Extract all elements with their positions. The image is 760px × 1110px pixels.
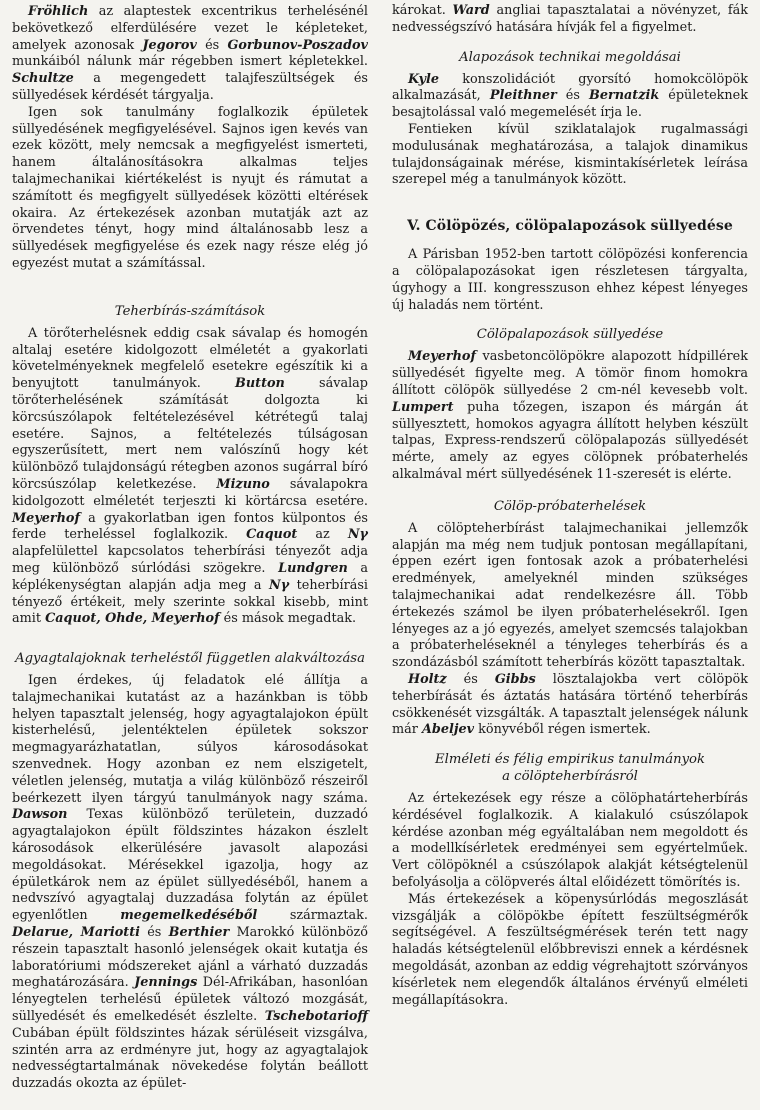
paragraph [12,673,368,1093]
text: épületeknek besajtolással való megemelését írja le. [392,88,749,121]
text: a gyakorlatban igen fontos külpontos és ferde terheléssel foglalkozik. [12,510,368,543]
author-name: Jegorov [142,37,197,53]
text: károkat. [392,3,453,18]
text: a képlékenységtan alapján adja meg a [12,560,369,593]
symbol: Nγ [347,527,369,543]
author-name: Lumpert [392,399,454,415]
subsection-heading: a cölöpteherbírásról [502,769,638,785]
text: és [196,37,228,53]
author-name: Caquot [246,527,298,543]
text: teherbírási tényező értékeit, mely szerinte sokkal kisebb, mint amit [12,577,368,627]
author-name: Button [235,376,285,392]
text: és mások megadtak. [219,611,357,627]
paragraph: A cölöpteherbírást talajmechanikai jellemzők alapján ma még nem tudjuk pontosan megállapítani, éppen ezért igen fontosak azok a próbaterhelési eredmények, amelyeknél minden szükséges talajmechanikai adat rendelkezésre áll. Több értekezés számol be ilyen próbaterhelésekről. Igen lényeges az a jó egyezés, amelyet szemcsés talajokban a próbaterheléseknél a tényleges teherbírás és a szondázásból számított teherbírás között tapasztaltak. [392,520,748,671]
text: az [297,527,348,543]
author-name: Holtz [408,671,447,687]
text: Dél-Afrikában, hasonlóan lényegtelen terhelésű épületek változó mozgását, süllyedését és emelkedését észlelte. [12,975,368,1025]
left-column [12,0,368,1110]
author-name: Delarue, Mariotti [12,925,140,941]
paragraph: Igen sok tanulmány foglalkozik épületek süllyedésének megfigyelésével. Sajnos igen kevés van ezek között, mely nemcsak a megfigyelést ismerteti, hanem általánosításokra alkalmas teljes talajmechanikai kiértékelést is nyujt és rámutat a számított és megfigyelt süllyedések közötti eltérések okaira. Az értekezések azonban mutatják azt az örvendetes tényt, hogy mind általánosabb lesz a süllyedések megfigyelése és ezek nagy része elég jó egyezést mutat a számítással. [12,104,368,271]
emphasis: megemelkedéséből [120,908,258,924]
section-heading: V. Cölöpözés, cölöpalapozások süllyedése [407,218,733,235]
author-name: Abeljev [421,722,475,738]
text: könyvéből régen ismertek. [474,722,651,738]
author-name: Meyerhof [12,510,80,526]
paragraph [12,326,368,628]
text: lösztalajokba vert cölöpök teherbírását és áztatás hatására történő teherbírás csökkenését vizsgálták. A tapasztalt jelenségek nálunk már [392,671,748,738]
text: és [446,671,495,687]
paragraph: Az értekezések egy része a cölöphatárteherbírás kérdésével foglalkozik. A kialakuló csúszólapok kérdése azonban még egyáltalában nem megoldott és a modellkísérletek eredményei sem egyértelműek. Vert cölöpöknél a csúszólapok alakját kétségtelenül befolyásolja a cölöpverés által előidézett tömörítés is. [392,791,748,891]
author-name: Gibbs [494,671,536,687]
text: Igen érdekes, új feladatok elé állítja a talajmechanikai kutatást az a hazánkban is több helyen tapasztalt jelenség, hogy agyagtalajokon épült kisterhelésű, jelentéktelen épületek sokszor megmagyarázhatatlan, súlyos károsodásokat szenvednek. Hogy azonban ez nem elszigetelt, véletlen jelenség, mutatja a világ különböző részeiről beérkezett ilyen tárgyú tanulmányok nagy száma. [12,673,368,806]
paragraph: Fentieken kívül sziklatalajok rugalmassági modulusának meghatározása, a talajok dinamikus tulajdonságainak mérése, kismintakísérletek leírása szerepel még a tanulmányok között. [392,121,748,188]
subsection-heading: Cölöpalapozások süllyedése [476,327,664,343]
symbol: Nγ [269,577,290,593]
author-name: Pleithner [489,88,557,104]
author-name: Fröhlich [28,4,89,19]
subsection-heading: Teherbírás-számítások [114,303,266,319]
author-name: Dawson [12,807,68,823]
paragraph: Más értekezések a köpenysúrlódás megoszlását vizsgálják a cölöpökbe épített feszültségmérők segítségével. A feszültségmérések terén tett nagy haladás kétségtelenül előbbreviszi ennek a kérdésnek megoldását, azonban az eddig végrehajtott szórványos kísérletek nem elegendők általános érvényű elméleti megállapításokra. [392,891,748,1008]
text: sávalapokra kidolgozott elméletét terjeszti ki körtárcsa esetére. [12,476,368,509]
text: származtak. [257,908,368,924]
subsection-heading: Agyagtalajoknak terheléstől független alakváltozása [15,651,365,667]
author-name: Kyle [408,71,439,87]
text: puha tőzegen, iszapon és márgán át süllyesztett, homokos agyagra állított helyben készült talpas, Express-rendszerű cölöpalapozás süllyedését mérte, amely az egyes cölöpnek próbaterhelés alkalmával mért süllyedésének 11-szeresét is elérte. [392,399,748,482]
author-name: Lundgren [278,560,348,576]
text: sávalap törőterhelésének számítását dolgozta ki körcsúszólapok feltételezésével kétrétegű talaj esetére. Sajnos, a feltételezés túlságosan egyszerűsített, mert nem valószínű hogy két különböző tulajdonságú rétegben azonos sugárral bíró körcsúszólap keletkezése. [12,376,368,492]
text: munkáiból nálunk már régebben ismert képletekkel. [12,54,368,70]
text: angliai tapasztalatai a növényzet, fák nedvességszívó hatására hívják fel a figyelmet. [392,3,748,35]
text: vasbetoncölöpökre alapozott hídpillérek süllyedését figyelte meg. A tömör finom homokra állított cölöpök süllyedése 2 cm-nél kevesebb volt. [392,349,748,398]
subsection-heading: Elméleti és félig empirikus tanulmányok [435,752,705,768]
author-name: Jennings [134,975,198,991]
paragraph [392,3,748,37]
text: és [556,88,590,104]
author-name: Berthier [168,925,230,941]
text: az alaptestek excentrikus terhelésénél bekövetkező elferdülésére vezet le képleteket, amelyek azonosak [12,4,368,53]
subsection-heading: Cölöp-próbaterhelések [493,498,647,514]
author-name: Schultze [12,71,74,87]
author-name: Caquot, Ohde, Meyerhof [45,611,220,627]
paragraph [392,349,748,483]
paragraph [392,72,748,122]
paragraph: A Párisban 1952-ben tartott cölöpözési konferencia a cölöpalapozásokat igen részletesen tárgyalta, úgyhogy a III. kongresszuson ehhez képest lényeges új haladás nem történt. [392,247,748,313]
text: a megengedett talajfeszültségek és süllyedések kérdését tárgyalja. [12,71,368,103]
text: A törőterhelésnek eddig csak sávalap és homogén altalaj esetére kidolgozott elméletét a gyakorlati követelményeknek megfelelő esetekre egészítik ki a benyujtott tanulmányok. [12,325,368,392]
text: alapfelülettel kapcsolatos teherbírási tényezőt adja meg különböző súrlódási szögekre. [12,544,368,576]
author-name: Meyerhof [408,349,476,365]
text: Cubában épült földszintes házak sérüléseit vizsgálva, szintén arra az erdményre jut, hogy az agyagtalajok nedvességtartalmának növekedése folytán beállott duzzadás okozta az épület- [12,1025,368,1092]
paragraph [12,4,368,105]
text: Texas különböző területein, duzzadó agyagtalajokon épült földszintes házakon észlelt károsodások elkerülésére javasolt alapozási megoldásokat. Mérésekkel igazolja, hogy az épületkárok nem az épület süllyedéséből, hanem a nedvszívó agyagtalaj duzzadása folytán az épület egyenlőtlen [12,807,368,924]
author-name: Mizuno [216,476,270,492]
author-name: Tschebotarioff [264,1009,368,1025]
text: és [139,925,169,941]
author-name: Ward [452,3,490,18]
text: konszolidációt gyorsító homokcölöpök alkalmazását, [392,71,748,104]
paragraph [392,672,748,739]
author-name: Gorbunov-Poszadov [227,37,368,53]
text: Marokkó különböző részein tapasztalt hasonló jelenségek okait kutatja és laboratóriumi módszereket ajánl a várható duzzadás meghatározására. [12,925,368,991]
subsection-heading: Alapozások technikai megoldásai [459,49,681,65]
author-name: Bernatzik [589,88,660,104]
right-column [392,0,748,1110]
